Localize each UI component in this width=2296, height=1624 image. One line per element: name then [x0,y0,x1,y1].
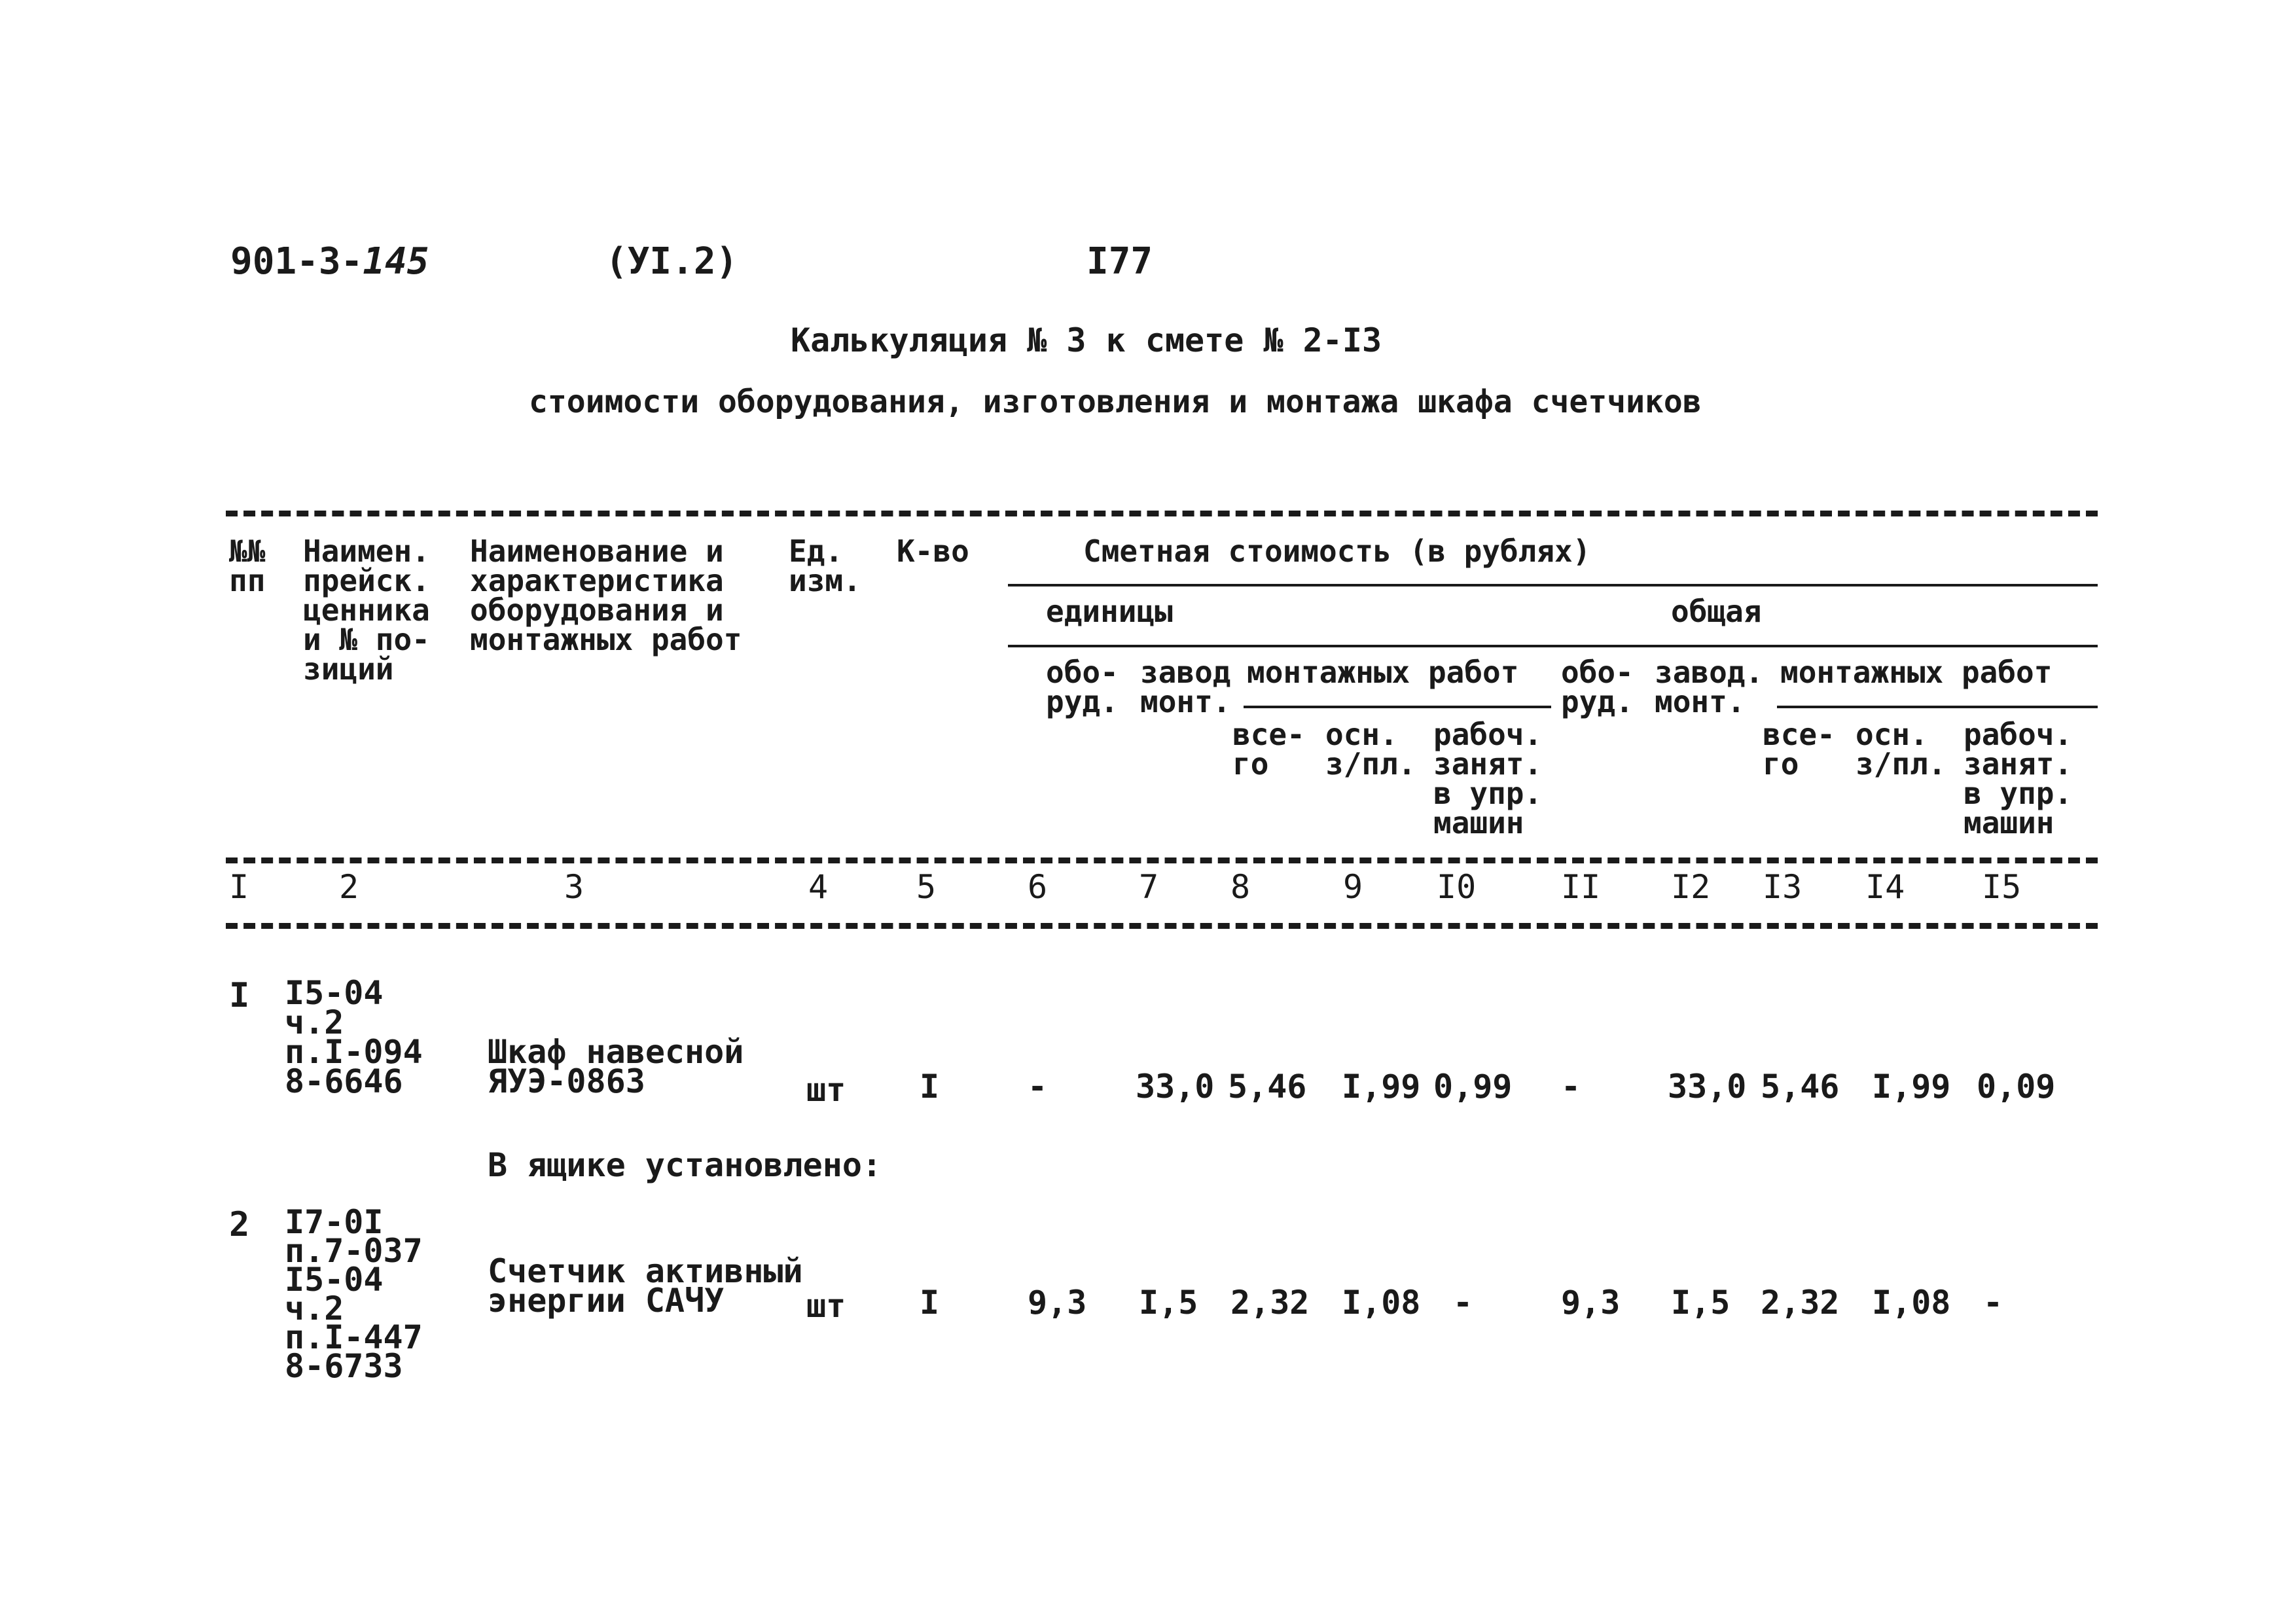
handwritten-number: 145 [363,240,429,283]
row-price-ref: I7-0I п.7-037 I5-04 ч.2 п.I-447 8-6733 [285,1203,423,1385]
col-number: 5 [916,868,937,906]
row-name: Шкаф навесной ЯУЭ-0863 [488,1033,744,1100]
row-c10: 0,99 [1433,1068,1513,1106]
header-mount-total: монтажных работ [1780,655,2053,690]
row-c6: 9,3 [1028,1284,1087,1322]
header-row-number: №№ пп [229,533,266,598]
header-unit: Ед. изм. [789,533,861,598]
header-equip-unit: обо- руд. [1046,655,1119,719]
header-factory-total: завод. монт. [1655,655,1764,719]
doc-title: Калькуляция № 3 к смете № 2-I3 [791,321,1382,359]
row-c11: - [1561,1068,1581,1106]
row-c14: I,99 [1872,1068,1951,1106]
header-base-unit: осн. з/пл. [1325,717,1416,782]
row-qty: I [920,1284,940,1322]
document-code: 901-3-145 [230,240,429,283]
header-name: Наименование и характеристика оборудования и монтажных работ [470,533,742,657]
row-c12: 33,0 [1668,1068,1747,1106]
col-number: II [1561,868,1601,906]
doc-subtitle: стоимости оборудования, изготовления и монтажа шкафа счетчиков [529,384,1702,420]
col-number: I2 [1671,868,1711,906]
row-c10: - [1453,1284,1473,1322]
header-all-unit: все- го [1232,717,1305,782]
col-number: 2 [339,868,359,906]
table-row: I [229,976,250,1015]
row-name: Счетчик активный энергии САЧУ [488,1252,803,1320]
row-c14: I,08 [1872,1284,1951,1322]
table-top-rule [226,511,2098,516]
header-bottom-rule [226,857,2098,863]
row-c9: I,08 [1342,1284,1421,1322]
row-c13: 5,46 [1761,1068,1840,1106]
row-c11: 9,3 [1561,1284,1621,1322]
cost-group-rule [1008,584,2098,586]
col-number: 7 [1139,868,1159,906]
table-row: 2 [229,1205,250,1244]
header-total-group: общая [1671,594,1762,629]
col-number: 3 [564,868,584,906]
row-c7: I,5 [1139,1284,1198,1322]
row-c12: I,5 [1671,1284,1731,1322]
unit-total-rule [1008,645,2098,647]
col-number: I5 [1982,868,2022,906]
header-base-total: осн. з/пл. [1856,717,1946,782]
row-c7: 33,0 [1136,1068,1215,1106]
row-unit: шт [806,1071,846,1109]
row-c8: 2,32 [1230,1284,1310,1322]
row-note: В ящике установлено: [488,1146,882,1184]
mount-total-rule [1777,706,2098,708]
col-number: I3 [1763,868,1803,906]
col-numbers-rule [226,923,2098,929]
header-machine-unit: рабоч. занят. в упр. машин [1433,717,1543,840]
header-equip-total: обо- руд. [1561,655,1634,719]
row-c9: I,99 [1342,1068,1421,1106]
header-quantity: К-во [897,533,969,569]
row-c13: 2,32 [1761,1284,1840,1322]
row-c15: 0,09 [1977,1068,2056,1106]
header-unit-group: единицы [1046,594,1173,629]
page-number: I77 [1086,240,1153,283]
col-number: 9 [1343,868,1363,906]
row-unit: шт [806,1287,846,1325]
col-number: 4 [808,868,829,906]
row-price-ref: I5-04 ч.2 п.I-094 8-6646 [285,974,423,1100]
row-qty: I [920,1068,940,1106]
col-number: I0 [1437,868,1477,906]
header-cost-group: Сметная стоимость (в рублях) [1083,533,1591,569]
header-all-total: все- го [1763,717,1835,782]
row-c15: - [1983,1284,2003,1322]
col-number: 8 [1230,868,1251,906]
col-number: 6 [1028,868,1048,906]
row-c6: - [1028,1068,1048,1106]
section-code: (УI.2) [605,240,738,283]
mount-unit-rule [1244,706,1551,708]
header-factory-unit: завод монт. [1140,655,1231,719]
header-price-ref: Наимен. прейск. ценника и № по- зиций [303,533,430,687]
header-mount-unit: монтажных работ [1247,655,1519,690]
row-c8: 5,46 [1228,1068,1307,1106]
header-machine-total: рабоч. занят. в упр. машин [1964,717,2073,840]
col-number: I [229,868,249,906]
col-number: I4 [1865,868,1905,906]
